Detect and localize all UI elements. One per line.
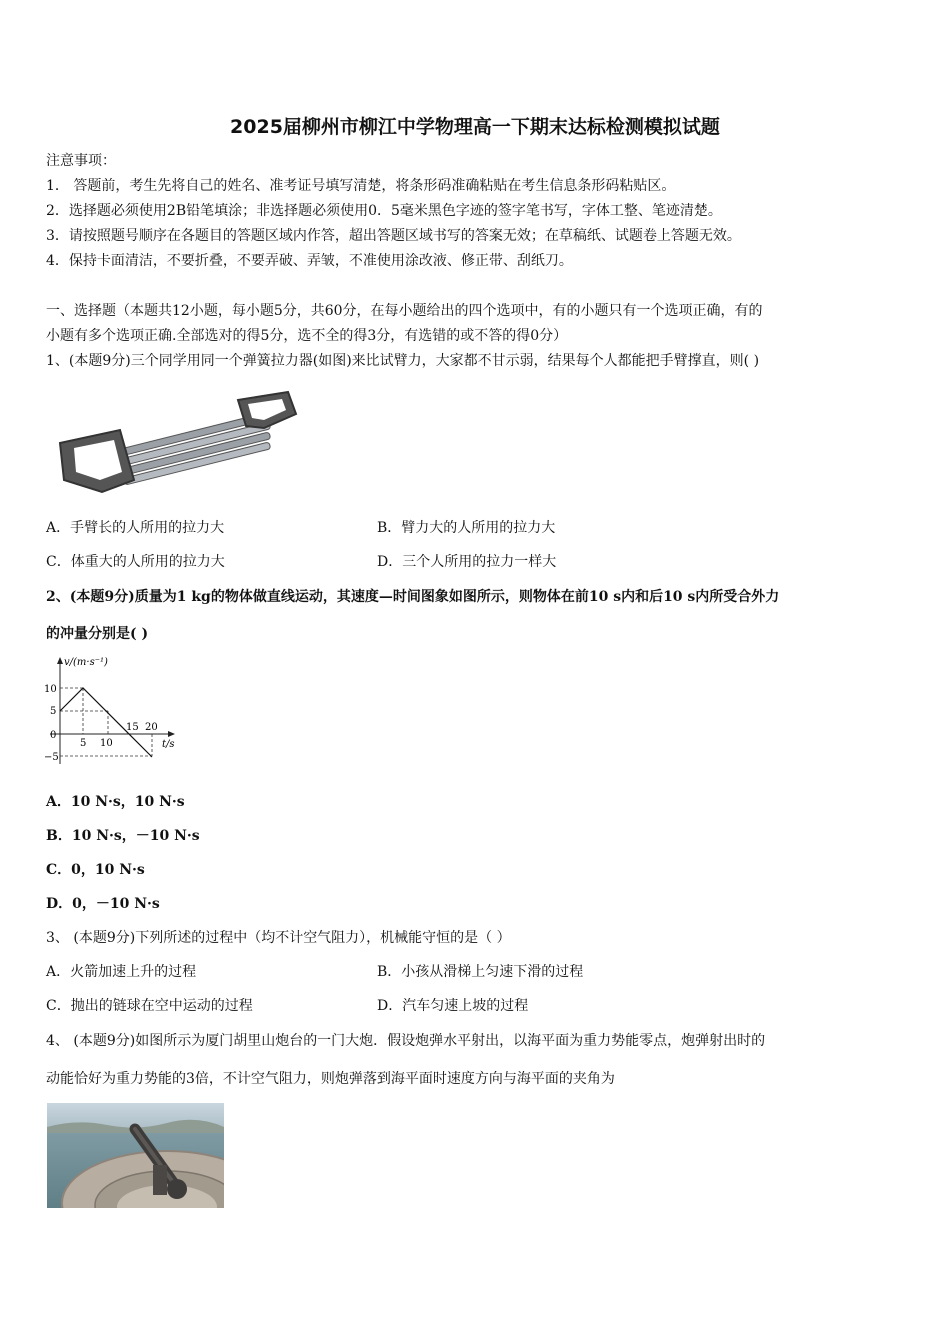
q1-option-a: A．手臂长的人所用的拉力大 [46,520,225,536]
x-tick-15: 15 [126,722,139,733]
exam-title: 2025届柳州市柳江中学物理高一下期末达标检测模拟试题 [230,116,720,138]
q3-option-c: C．抛出的链球在空中运动的过程 [46,998,253,1014]
notice-item-2: 2．选择题必须使用2B铅笔填涂；非选择题必须使用0．5毫米黑色字迹的签字笔书写，字体工整、笔迹清楚。 [46,203,722,219]
q3-option-d: D．汽车匀速上坡的过程 [377,998,529,1014]
q3-option-a: A．火箭加速上升的过程 [46,964,197,980]
q2-option-d: D．0，－10 N·s [46,896,160,912]
q4-stem-line-1: 4、 (本题9分)如图所示为厦门胡里山炮台的一门大炮．假设炮弹水平射出，以海平面为重力势能零点，炮弹射出时的 [46,1033,766,1049]
spring-expander-image [50,388,300,503]
q1-option-b: B．臂力大的人所用的拉力大 [377,520,556,536]
q2-option-b: B．10 N·s，－10 N·s [46,828,200,844]
velocity-time-graph [40,652,190,770]
y-tick-10: 10 [44,684,57,695]
y-tick-neg5: −5 [44,752,59,763]
section-heading-line-2: 小题有多个选项正确.全部选对的得5分，选不全的得3分，有选错的或不答的得0分） [46,328,568,344]
x-tick-5: 5 [80,738,87,749]
notice-heading: 注意事项： [46,153,116,169]
section-heading-line-1: 一、选择题（本题共12小题，每小题5分，共60分，在每小题给出的四个选项中，有的小题只有一个选项正确，有的 [46,303,763,319]
q4-stem-line-2: 动能恰好为重力势能的3倍，不计空气阻力，则炮弹落到海平面时速度方向与海平面的夹角为 [46,1071,615,1087]
q1-stem: 1、(本题9分)三个同学用同一个弹簧拉力器(如图)来比试臂力，大家都不甘示弱，结果每个人都能把手臂撑直，则( ) [46,353,760,369]
cannon-photo [47,1103,224,1208]
vt-graph-svg [40,652,190,770]
x-axis-label: t/s [162,739,175,750]
spring-expander-figure [50,388,300,503]
q2-stem-line-2: 的冲量分别是( ) [46,626,149,642]
q2-option-a: A．10 N·s，10 N·s [46,794,185,810]
q3-option-b: B．小孩从滑梯上匀速下滑的过程 [377,964,584,980]
y-axis-arrow [57,657,63,664]
q1-option-c: C．体重大的人所用的拉力大 [46,554,225,570]
y-tick-0: 0 [50,730,57,741]
q2-option-c: C．0，10 N·s [46,862,145,878]
notice-item-3: 3．请按照题号顺序在各题目的答题区域内作答，超出答题区域书写的答案无效；在草稿纸、试题卷上答题无效。 [46,228,741,244]
y-tick-5: 5 [50,706,57,717]
q3-stem: 3、 (本题9分)下列所述的过程中（均不计空气阻力），机械能守恒的是（ ） [46,930,511,946]
notice-item-1: 1． 答题前，考生先将自己的姓名、准考证号填写清楚，将条形码准确粘贴在考生信息条形码粘贴区。 [46,178,676,194]
y-axis-label: v/(m·s⁻¹) [64,657,108,668]
x-tick-20: 20 [145,722,158,733]
q1-option-d: D．三个人所用的拉力一样大 [377,554,557,570]
cannon-photo-image [47,1103,224,1208]
q2-stem-line-1: 2、(本题9分)质量为1 kg的物体做直线运动，其速度—时间图象如图所示，则物体在前10 s内和后10 s内所受合外力 [46,589,780,605]
x-tick-10: 10 [100,738,113,749]
x-axis-arrow [168,731,175,737]
notice-item-4: 4．保持卡面清洁，不要折叠，不要弄破、弄皱，不准使用涂改液、修正带、刮纸刀。 [46,253,573,269]
